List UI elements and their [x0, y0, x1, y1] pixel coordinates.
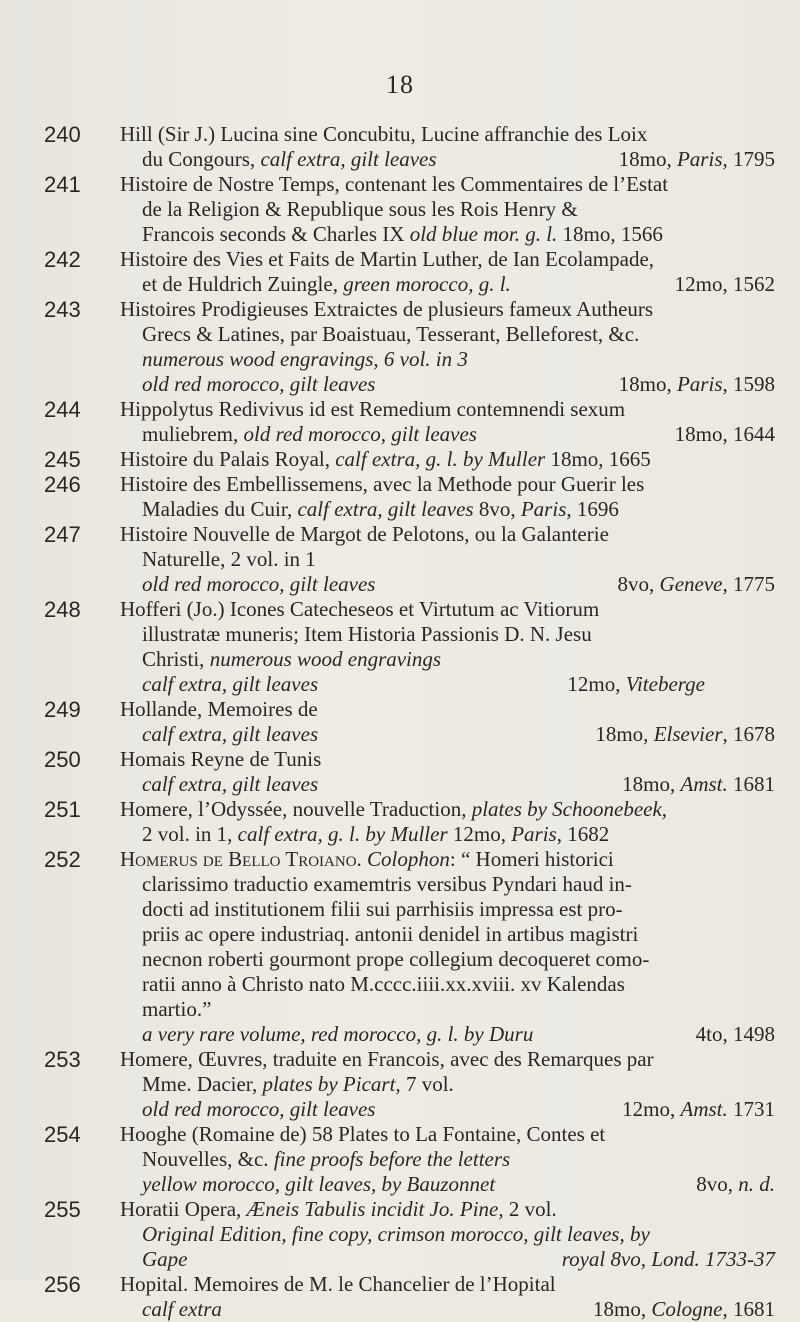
entry-title: Histoire Nouvelle de Margot de Pelotons, ou la Galanterie — [120, 522, 609, 546]
entry-binding-line — [0, 1247, 800, 1272]
entry-title: Hooghe (Romaine de) 58 Plates to La Fontaine, Contes et — [120, 1122, 606, 1146]
entry-text: illustratæ muneris; Item Historia Passionis D. N. Jesu — [142, 622, 592, 646]
entry-binding: old red morocco, gilt leaves — [142, 572, 376, 596]
entry-imprint: 18mo, Amst. 1681 — [622, 772, 775, 796]
entry-colophon: ratii anno à Christo nato M.cccc.iiii.xx.xviii. xv Kalendas — [142, 972, 625, 996]
entry-title: Histoires Prodigieuses Extraictes de plusieurs fameux Autheurs — [120, 297, 654, 321]
entry-title: Homais Reyne de Tunis — [120, 747, 322, 771]
entry-title: Homere, l’Odyssée, nouvelle Traduction, plates by Schoonebeek, — [120, 797, 668, 821]
lot-number: 244 — [44, 397, 81, 422]
entry-255 — [0, 1197, 800, 1272]
entry-binding: calf extra, g. l. by Muller — [335, 447, 546, 471]
entry-illustrations: numerous wood engravings, 6 vol. in 3 — [142, 347, 468, 371]
entry-binding-line — [0, 147, 800, 172]
entry-imprint: 18mo, Paris, 1795 — [618, 147, 775, 171]
entry-title: Homere, Œuvres, traduite en Francois, avec des Remarques par — [120, 1047, 654, 1071]
entry-title: Hollande, Memoires de — [120, 697, 318, 721]
entry-colophon: docti ad institutionem filii sui parrhisiis impressa est pro- — [142, 897, 623, 921]
entry-binding-line — [0, 1172, 800, 1197]
entry-title: Histoire de Nostre Temps, contenant les Commentaires de l’Estat — [120, 172, 669, 196]
lot-number: 242 — [44, 247, 81, 272]
lot-number: 251 — [44, 797, 81, 822]
entry-binding: calf extra, gilt leaves — [142, 722, 319, 746]
entry-title: Histoire des Embellissemens, avec la Methode pour Guerir les — [120, 472, 645, 496]
entry-245 — [0, 447, 800, 472]
entry-colophon: priis ac opere industriaq. antonii denidel in artibus magistri — [142, 922, 639, 946]
entry-243 — [0, 297, 800, 397]
entry-title: Histoire des Vies et Faits de Martin Luther, de Ian Ecolampade, — [120, 247, 655, 271]
entry-title: Horatii Opera, Æneis Tabulis incidit Jo. Pine, 2 vol. — [120, 1197, 557, 1221]
entry-imprint: 18mo, Cologne, 1681 — [592, 1297, 775, 1321]
lot-number: 252 — [44, 847, 81, 872]
entry-247 — [0, 522, 800, 597]
entry-binding: old red morocco, gilt leaves — [243, 422, 477, 446]
entry-binding-line — [0, 1022, 800, 1047]
lot-number: 249 — [44, 697, 81, 722]
entry-246 — [0, 472, 800, 522]
entry-colophon: necnon roberti gourmont prope collegium decoqueret como- — [142, 947, 650, 971]
entry-binding: calf extra, g. l. by Muller — [237, 822, 448, 846]
entry-text: Grecs & Latines, par Boaistuau, Tesserant, Belleforest, &c. — [142, 322, 640, 346]
entry-242 — [0, 247, 800, 297]
entry-imprint: 8vo, Geneve, 1775 — [617, 572, 775, 596]
lot-number: 246 — [44, 472, 81, 497]
entry-imprint: royal 8vo, Lond. 1733-37 — [561, 1247, 775, 1271]
entry-colophon: martio.” — [142, 997, 212, 1021]
entry-binding: old blue mor. g. l. — [409, 222, 558, 246]
entry-imprint: 12mo, Amst. 1731 — [622, 1097, 775, 1121]
entry-251 — [0, 797, 800, 847]
lot-number: 248 — [44, 597, 81, 622]
lot-number: 255 — [44, 1197, 81, 1222]
entry-imprint: 18mo, Elsevier, 1678 — [595, 722, 775, 746]
lot-number: 247 — [44, 522, 81, 547]
entry-254 — [0, 1122, 800, 1197]
lot-number: 253 — [44, 1047, 81, 1072]
entry-240 — [0, 122, 800, 172]
entry-binding: calf extra — [142, 1297, 222, 1321]
entry-imprint: 18mo, Paris, 1598 — [618, 372, 775, 396]
entry-binding: Gape — [142, 1247, 188, 1271]
entry-binding-line — [0, 372, 800, 397]
lot-number: 254 — [44, 1122, 81, 1147]
entry-title: Hofferi (Jo.) Icones Catecheseos et Virtutum ac Vitiorum — [120, 597, 600, 621]
entry-binding-line — [0, 672, 800, 697]
entry-colophon: clarissimo traductio examemtris versibus Pyndari haud in- — [142, 872, 632, 896]
entry-256 — [0, 1272, 800, 1322]
entry-249 — [0, 697, 800, 747]
entry-title: Hopital. Memoires de M. le Chancelier de l’Hopital — [120, 1272, 556, 1296]
entry-244 — [0, 397, 800, 447]
entry-binding-line — [0, 772, 800, 797]
entry-binding-line — [0, 1097, 800, 1122]
entry-illustrations: plates by Schoonebeek, — [471, 797, 668, 821]
entry-252 — [0, 847, 800, 1047]
entry-binding: yellow morocco, gilt leaves, by Bauzonnet — [142, 1172, 496, 1196]
entry-binding-line: Maladies du Cuir, calf extra, gilt leaves 8vo, Paris, 1696 — [142, 497, 619, 521]
entry-text: Mme. Dacier, plates by Picart, 7 vol. — [142, 1072, 454, 1096]
lot-number: 240 — [44, 122, 81, 147]
entry-imprint: 12mo, Viteberge — [567, 672, 705, 696]
entry-text: Nouvelles, &c. fine proofs before the letters — [142, 1147, 511, 1171]
entry-imprint: 4to, 1498 — [695, 1022, 775, 1046]
entry-imprint: 18mo, 1566 — [557, 222, 663, 246]
entry-imprint: 8vo, n. d. — [696, 1172, 775, 1196]
entry-text: de la Religion & Republique sous les Rois Henry & — [142, 197, 578, 221]
entry-binding: calf extra, gilt leaves — [297, 497, 474, 521]
entry-imprint: 18mo, 1665 — [545, 447, 651, 471]
entry-241 — [0, 172, 800, 247]
entry-binding: old red morocco, gilt leaves — [142, 372, 376, 396]
entry-binding-line: et de Huldrich Zuingle, green morocco, g. l. 12mo, 1562 — [142, 272, 775, 296]
lot-number: 250 — [44, 747, 81, 772]
entry-binding-line — [0, 722, 800, 747]
entry-binding-line — [0, 572, 800, 597]
lot-number: 243 — [44, 297, 81, 322]
catalogue-entries — [0, 122, 800, 1322]
entry-binding-line: Francois seconds & Charles IX old blue mor. g. l. 18mo, 1566 — [142, 222, 663, 246]
entry-248 — [0, 597, 800, 697]
entry-title: Hill (Sir J.) Lucina sine Concubitu, Lucine affranchie des Loix — [120, 122, 648, 146]
entry-imprint: 12mo, 1562 — [674, 272, 775, 296]
entry-binding-line: muliebrem, old red morocco, gilt leaves 18mo, 1644 — [142, 422, 775, 446]
entry-253 — [0, 1047, 800, 1122]
entry-binding: a very rare volume, red morocco, g. l. by Duru — [142, 1022, 534, 1046]
entry-text: Naturelle, 2 vol. in 1 — [142, 547, 316, 571]
entry-imprint: 18mo, 1644 — [674, 422, 775, 446]
entry-text: du Congours, — [142, 147, 261, 171]
entry-illustrations: Christi, numerous wood engravings — [142, 647, 442, 671]
entry-title: Homerus de Bello Troiano. Colophon: “ Homeri historici — [120, 847, 614, 871]
entry-binding-line — [0, 1297, 800, 1322]
entry-250 — [0, 747, 800, 797]
entry-binding: calf extra, gilt leaves — [142, 672, 319, 696]
entry-title: Hippolytus Redivivus id est Remedium contemnendi sexum — [120, 397, 626, 421]
entry-text: Original Edition, fine copy, crimson morocco, gilt leaves, by — [142, 1222, 650, 1246]
entry-illustrations: plates by Picart, — [262, 1072, 401, 1096]
entry-binding: green morocco, g. l. — [343, 272, 511, 296]
entry-binding: calf extra, gilt leaves — [260, 147, 437, 171]
entry-binding-line: 2 vol. in 1, calf extra, g. l. by Muller 12mo, Paris, 1682 — [142, 822, 610, 846]
entry-title: Histoire du Palais Royal, calf extra, g. l. by Muller 18mo, 1665 — [120, 447, 651, 471]
page-number: 18 — [386, 70, 414, 99]
lot-number: 245 — [44, 447, 81, 472]
entry-binding: calf extra, gilt leaves — [142, 772, 319, 796]
lot-number: 256 — [44, 1272, 81, 1297]
lot-number: 241 — [44, 172, 81, 197]
entry-binding: old red morocco, gilt leaves — [142, 1097, 376, 1121]
